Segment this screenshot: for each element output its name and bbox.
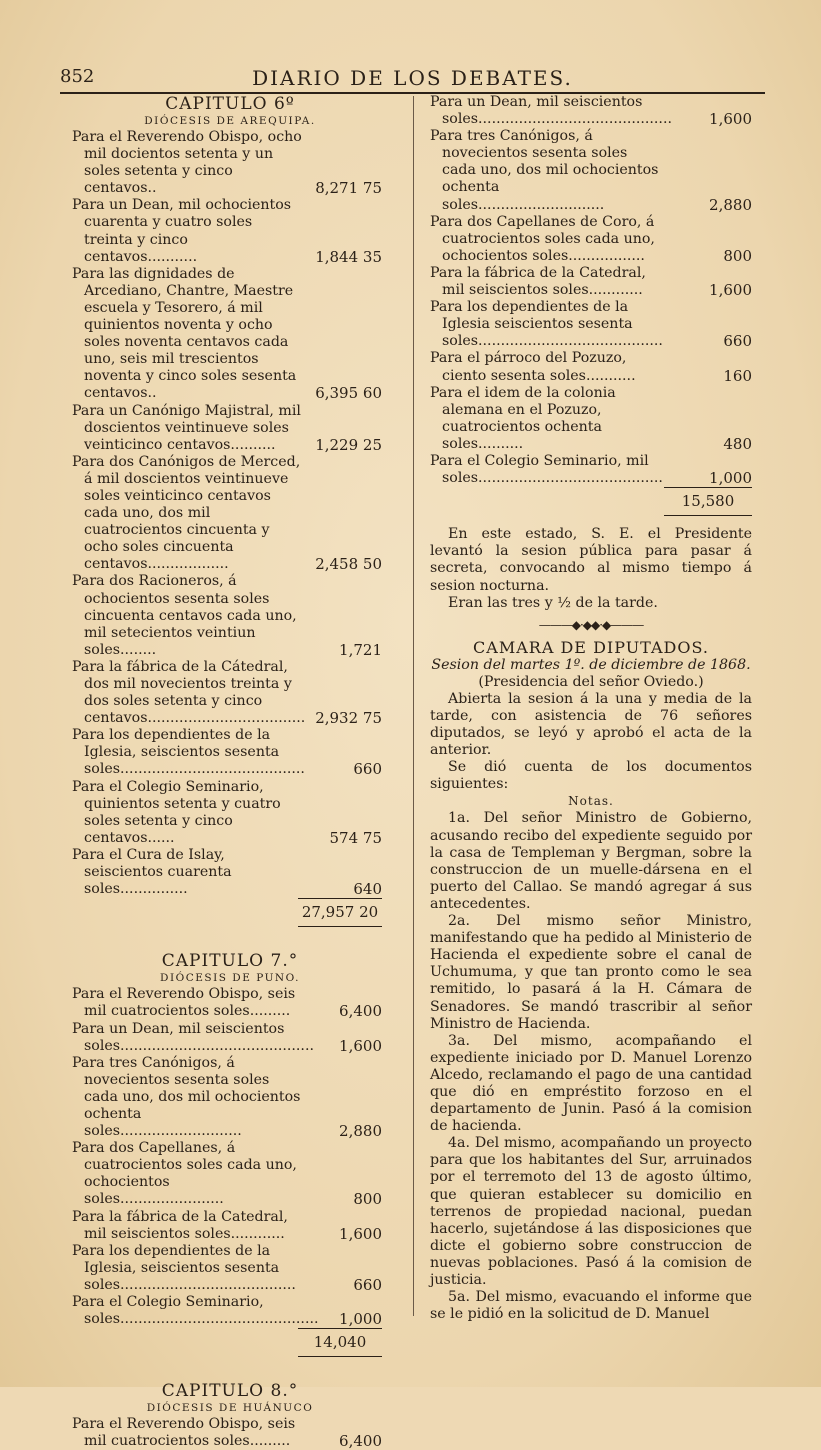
item-amount: 160 [723,366,752,385]
spacer [72,1357,388,1381]
budget-item [72,727,388,778]
chapter-title: CAPITULO 6º [165,94,295,114]
closing-paragraph: Eran las tres y ½ de la tarde. [448,594,658,611]
budget-list [430,94,752,487]
spacer [72,927,388,951]
item-description: Para los dependientes de la Iglesia seiscientos sesenta soles......................................... [430,299,663,350]
item-amount: 660 [353,760,382,779]
budget-item [72,129,388,197]
budget-list [72,129,388,898]
item-description: Para los dependientes de la Iglesia, seiscientos sesenta soles....................................... [72,1242,296,1293]
item-description: Para la fábrica de la Catedral, mil seiscientos soles............ [72,1208,288,1242]
chapter-total [430,487,752,516]
column-divider [413,96,414,1316]
item-amount: 1,600 [709,281,752,300]
right-column [430,94,752,1323]
budget-item [72,1140,388,1208]
budget-item [72,986,388,1020]
item-description: Para un Dean, mil seiscientos soles........................................... [430,94,672,128]
budget-item [430,350,752,384]
diocese-heading: DIÓCESIS DE AREQUIPA. [144,115,316,127]
item-amount: 1,229 25 [315,435,382,454]
item-description: Para dos Racioneros, á ochocientos sesenta soles cincuenta centavos cada uno, mil setecientos veintiun soles........ [72,573,297,658]
budget-item [72,847,388,898]
item-amount: 6,400 [339,1002,382,1021]
item-amount: 1,000 [339,1310,382,1329]
nota-paragraph: 1a. Del señor Ministro de Gobierno, acusando recibo del expediente seguido por la casa de Templeman y Bergman, sobre la construccion de un muelle-dársena en el puerto del Callao. Se mandó agregar á sus antecedentes. [430,810,752,912]
section-title: CAMARA DE DIPUTADOS. [473,637,709,657]
item-amount: 2,880 [709,195,752,214]
item-description: Para el Reverendo Obispo, ocho mil docientos setenta y un soles setenta y cinco centavos.. [72,129,302,197]
budget-item [72,1294,388,1328]
item-amount: 8,271 75 [315,179,382,198]
item-description: Para el idem de la colonia alemana en el Pozuzo, cuatrocientos ochenta soles.......... [430,384,616,452]
budget-list [72,1416,388,1450]
chapter-title: CAPITULO 7.° [161,951,299,972]
budget-item [72,1055,388,1140]
budget-item [430,385,752,453]
diocese-heading: DIÓCESIS DE PUNO. [160,972,300,985]
budget-item [430,265,752,299]
budget-item [430,214,752,265]
item-description: Para dos Canónigos de Merced, á mil doscientos veintinueve soles veinticinco centavos cada uno, dos mil cuatrocientos cincuenta y ocho soles cincuenta centavos.................. [72,453,301,573]
item-amount: 660 [723,332,752,351]
total-value: 15,580 [664,487,752,516]
item-amount: 1,844 35 [315,247,382,266]
budget-item [72,197,388,265]
budget-item [72,779,388,847]
item-amount: 6,395 60 [315,384,382,403]
item-description: Para el Colegio Seminario, mil soles......................................... [430,452,663,487]
nota-paragraph: 2a. Del mismo señor Ministro, manifestando que ha pedido al Ministerio de Hacienda el expediente sobre el canal de Uchumuma, y que tan pronto como le sea remitido, lo pasará á la H. Cámara de Senadores. Se mandó trascribir al señor Ministro de Hacienda. [430,913,752,1032]
item-description: Para la fábrica de la Cátedral, dos mil novecientos treinta y dos soles setenta y cinco centavos................................... [72,658,306,727]
item-amount: 800 [723,246,752,265]
budget-item [72,1021,388,1055]
budget-item [430,94,752,128]
item-amount: 6,400 [339,1432,382,1450]
page-number: 852 [60,66,95,87]
budget-item [72,573,388,658]
item-description: Para el Colegio Seminario, soles............................................ [72,1294,319,1328]
item-description: Para el Cura de Islay, seiscientos cuarenta soles............... [72,846,232,898]
budget-item [72,403,388,454]
budget-item [72,454,388,574]
page-header [60,66,765,92]
item-amount: 640 [353,880,382,899]
chapter-total [72,1328,388,1357]
budget-item [72,659,388,727]
budget-item [72,1209,388,1243]
item-amount: 1,600 [709,110,752,129]
budget-item [430,453,752,487]
item-description: Para el Reverendo Obispo, seis mil cuatrocientos soles......... [72,986,296,1020]
item-amount: 2,880 [339,1122,382,1141]
item-description: Para tres Canónigos, á novecientos sesenta soles cada uno, dos mil ochocientos ochenta soles........................... [72,1054,301,1140]
chapter-title: CAPITULO 8.° [161,1381,299,1402]
nota-paragraph: 4a. Del mismo, acompañando un proyecto para que los habitantes del Sur, arruinados por el terremoto del 13 de agosto último, que quieran establecer su domicilio en terrenos de propiedad nacional, puedan hacerlo, sujetándose á las disposiciones que dicte el gobierno sobre construccion de nuevas poblaciones. Pasó á la comision de justicia. [430,1135,752,1288]
item-amount: 660 [353,1275,382,1294]
closing-paragraph: En este estado, S. E. el Presidente levantó la sesion pública para pasar á secreta, convocando al mismo tiempo á sesion nocturna. [430,526,752,594]
item-description: Para un Canónigo Majistral, mil doscientos veintinueve soles veinticinco centavos.......... [72,402,301,453]
notas-heading: Notas. [568,794,614,809]
spacer [430,516,752,526]
item-description: Para tres Canónigos, á novecientos sesenta soles cada uno, dos mil ochocientos ochenta soles............................ [430,128,659,213]
left-column [72,94,388,1450]
chapter-total [72,898,388,927]
item-amount: 1,600 [339,1224,382,1243]
intro-paragraph: Abierta la sesion á la una y media de la tarde, con asistencia de 76 señores diputados, se leyó y aprobó el acta de la anterior. [430,690,752,759]
item-description: Para el Reverendo Obispo, seis mil cuatrocientos soles......... [72,1416,296,1450]
budget-item [430,128,752,213]
item-amount: 2,458 50 [315,555,382,574]
budget-list [72,986,388,1328]
item-description: Para las dignidades de Arcediano, Chantre, Maestre escuela y Tesorero, á mil quinientos noventa y ocho soles noventa centavos cada uno, seis mil trescientos noventa y cinco soles sesenta centavos.. [72,265,297,402]
item-description: Para los dependientes de la Iglesia, seiscientos sesenta soles......................................... [72,727,305,778]
budget-item [72,1416,388,1450]
ornament-divider: ———◆·◆◆·◆——— [538,617,644,632]
publication-title: DIARIO DE LOS DEBATES. [252,66,573,90]
budget-item [72,266,388,403]
budget-item [430,299,752,350]
item-amount: 1,600 [339,1036,382,1055]
item-description: Para el párroco del Pozuzo, ciento sesenta soles........... [430,350,636,384]
diocese-heading: DIÓCESIS DE HUÁNUCO [146,1402,314,1415]
item-amount: 1,000 [709,469,752,488]
item-amount: 2,932 75 [315,709,382,728]
nota-paragraph: 5a. Del mismo, evacuando el informe que se le pidió en la solicitud de D. Manuel [430,1289,752,1323]
item-description: Para dos Capellanes de Coro, á cuatrocientos soles cada uno, ochocientos soles................. [430,213,655,264]
item-description: Para la fábrica de la Catedral, mil seiscientos soles............ [430,264,646,299]
item-description: Para un Dean, mil seiscientos soles........................................... [72,1020,314,1054]
item-description: Para un Dean, mil ochocientos cuarenta y cuatro soles treinta y cinco centavos........... [72,197,292,265]
item-amount: 800 [353,1190,382,1209]
item-description: Para el Colegio Seminario, quinientos setenta y cuatro soles setenta y cinco centavos...... [72,778,281,846]
budget-item [72,1243,388,1294]
item-amount: 480 [723,434,752,453]
intro-paragraph: Se dió cuenta de los documentos siguientes: [430,759,752,793]
total-value: 14,040 [298,1328,382,1357]
total-value: 27,957 20 [298,898,382,927]
item-description: Para dos Capellanes, á cuatrocientos soles cada uno, ochocientos soles....................... [72,1140,297,1208]
item-amount: 1,721 [339,640,382,659]
presidency-note: (Presidencia del señor Oviedo.) [478,673,704,690]
nota-paragraph: 3a. Del mismo, acompañando el expediente iniciado por D. Manuel Lorenzo Alcedo, reclamando el pago de una cantidad que dió en empréstito forzoso en el departamento de Junin. Pasó á la comision de hacienda. [430,1032,752,1135]
item-amount: 574 75 [329,828,382,847]
session-date: Sesion del martes 1º. de diciembre de 1868. [431,656,751,673]
